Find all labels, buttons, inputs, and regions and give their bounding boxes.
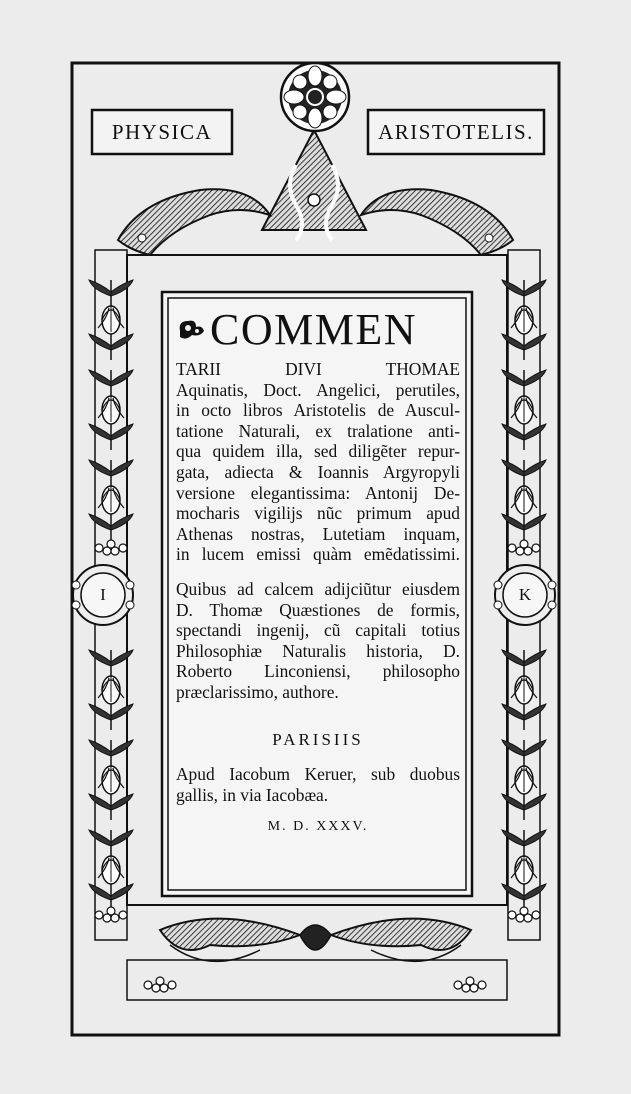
title-line-text: gata, adiecta & Ioannis Argyropyli [176, 461, 460, 482]
supplement-lines [176, 579, 460, 703]
title-line-text: versione elegantissima: Antonij De- [176, 482, 460, 503]
header-left-label: PHYSICA [111, 119, 213, 144]
imprint-place: PARISIIS [272, 729, 364, 749]
title-line-text: TARII DIVI THOMAE [176, 359, 460, 379]
imprint-date: M. D. XXXV. [267, 819, 369, 835]
title-line-text: Aquinatis, Doct. Angelici, perutiles, [176, 379, 460, 400]
supplement-line-text: D. Thomæ Quæstiones de formis, [176, 599, 460, 620]
title-line-text: mocharis vigilijs nũc primum apud [176, 503, 460, 524]
title-heading [176, 305, 460, 355]
rosette-icon [281, 63, 349, 131]
signature-mark-right: K [518, 585, 532, 604]
header-right-label: ARISTOTELIS. [378, 119, 534, 144]
title-line-text: in lucem emissi quàm emẽdatissimi. [176, 544, 460, 565]
imprint-line-text: gallis, in via Iacobæa. [176, 784, 329, 805]
title-text-block [176, 305, 460, 838]
fleuron-icon [176, 315, 206, 345]
main-title: COMMEN [210, 305, 418, 354]
title-line-text: qua quidem illa, sed diligẽter repur- [176, 441, 460, 462]
title-line-text: Athenas nostras, Lutetiam inquam, [176, 523, 460, 544]
title-line-text: in octo libros Aristotelis de Auscul- [176, 400, 460, 421]
supplement-line-text: Roberto Linconiensi, philosopho [176, 661, 460, 682]
supplement-line-text: præclarissimo, authore. [176, 681, 339, 702]
imprint-lines [176, 764, 460, 805]
imprint-line-text: Apud Iacobum Keruer, sub duobus [176, 764, 460, 785]
supplement-line-text: Philosophiæ Naturalis historia, D. [176, 640, 460, 661]
title-line-text: tatione Naturali, ex tralatione anti- [176, 420, 460, 441]
acanthus-icon [127, 919, 507, 1000]
supplement-line-text: Quibus ad calcem adijciũtur eiusdem [176, 578, 460, 599]
supplement-line-text: spectandi ingenij, cũ capitali totius [176, 620, 460, 641]
title-lines [176, 359, 460, 565]
signature-mark-left: I [100, 585, 106, 604]
